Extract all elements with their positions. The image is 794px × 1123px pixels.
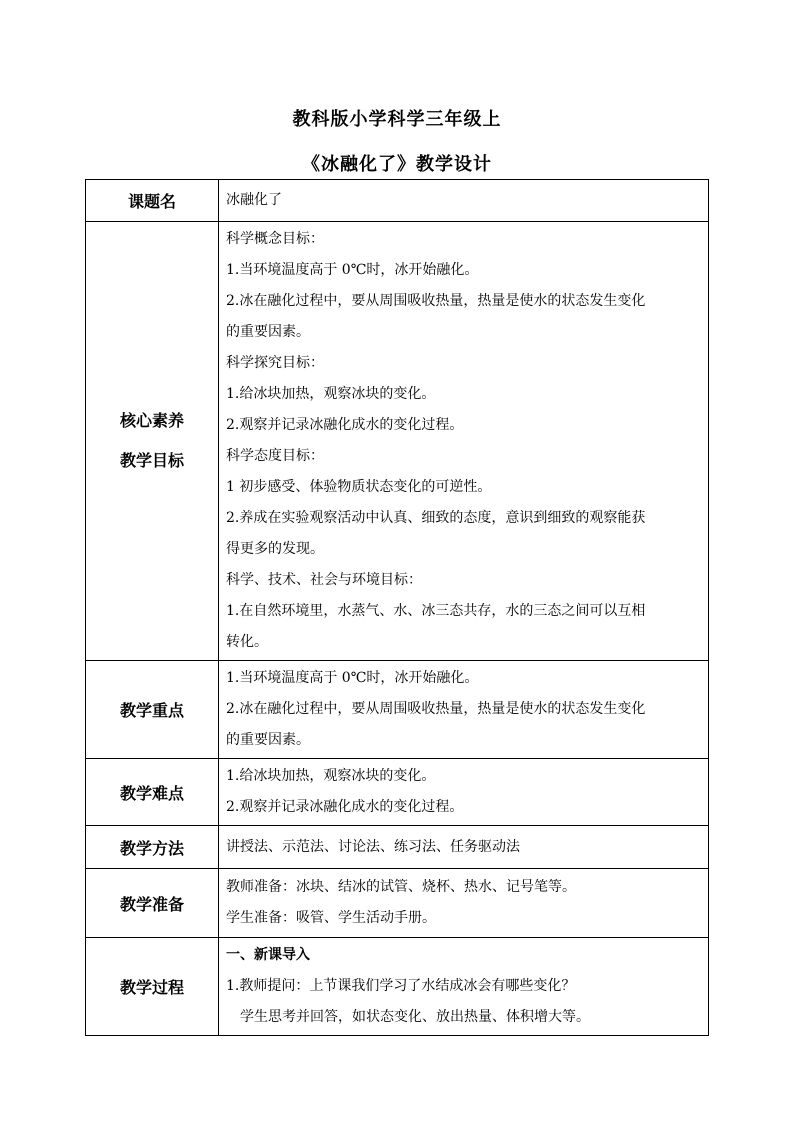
table-row	[86, 222, 709, 661]
goals-line: 科学探究目标：	[226, 355, 324, 371]
document-title: 教科版小学科学三年级上	[292, 109, 502, 130]
goals-line: 得更多的发现。	[226, 541, 324, 557]
difficulties-label: 教学难点	[86, 759, 219, 826]
process-label: 教学过程	[86, 938, 219, 1036]
difficulties-content	[219, 759, 709, 826]
goals-line: 2.冰在融化过程中，要从周围吸收热量，热量是使水的状态发生变化	[226, 293, 646, 309]
goals-line: 2.观察并记录冰融化成水的变化过程。	[226, 417, 464, 433]
key-points-line: 的重要因素。	[226, 732, 310, 748]
goals-content	[219, 222, 709, 661]
goals-line: 的重要因素。	[226, 324, 310, 340]
goals-line: 1.当环境温度高于 0℃时，冰开始融化。	[226, 262, 479, 278]
preparation-line: 教师准备：冰块、结冰的试管、烧杯、热水、记号笔等。	[226, 879, 576, 895]
lesson-plan-table	[85, 179, 709, 1036]
key-points-line: 2.冰在融化过程中，要从周围吸收热量，热量是使水的状态发生变化	[226, 701, 646, 717]
goals-line: 2.养成在实验观察活动中认真、细致的态度，意识到细致的观察能获	[226, 510, 646, 526]
key-points-content	[219, 661, 709, 759]
table-row	[86, 826, 709, 869]
process-line: 学生思考并回答，如状态变化、放出热量、体积增大等。	[240, 1009, 590, 1025]
process-content	[219, 938, 709, 1036]
goals-line: 1.给冰块加热，观察冰块的变化。	[226, 386, 436, 402]
goals-label-line2: 教学目标	[119, 451, 184, 470]
preparation-content	[219, 869, 709, 938]
methods-value: 讲授法、示范法、讨论法、练习法、任务驱动法	[219, 826, 709, 869]
process-heading: 一、新课导入	[226, 947, 310, 963]
topic-label: 课题名	[86, 180, 219, 222]
goals-line: 科学态度目标：	[226, 448, 324, 464]
goals-label	[86, 222, 219, 661]
table-row	[86, 938, 709, 1036]
methods-label: 教学方法	[86, 826, 219, 869]
topic-value: 冰融化了	[219, 180, 709, 222]
table-row	[86, 661, 709, 759]
key-points-line: 1.当环境温度高于 0℃时，冰开始融化。	[226, 670, 479, 686]
table-row	[86, 759, 709, 826]
table-row	[86, 869, 709, 938]
difficulties-line: 1.给冰块加热，观察冰块的变化。	[226, 768, 436, 784]
key-points-label: 教学重点	[86, 661, 219, 759]
goals-line: 转化。	[226, 634, 268, 650]
goals-line: 科学概念目标：	[226, 231, 324, 247]
document-subtitle: 《冰融化了》教学设计	[302, 154, 492, 175]
goals-line: 1 初步感受、体验物质状态变化的可逆性。	[226, 479, 492, 495]
goals-label-line1: 核心素养	[119, 411, 184, 430]
process-line: 1.教师提问：上节课我们学习了水结成冰会有哪些变化？	[226, 978, 576, 994]
preparation-label: 教学准备	[86, 869, 219, 938]
table-row	[86, 180, 709, 222]
goals-line: 1.在自然环境里，水蒸气、水、冰三态共存，水的三态之间可以互相	[226, 603, 646, 619]
goals-line: 科学、技术、社会与环境目标：	[226, 572, 422, 588]
preparation-line: 学生准备：吸管、学生活动手册。	[226, 910, 436, 926]
difficulties-line: 2.观察并记录冰融化成水的变化过程。	[226, 799, 464, 815]
